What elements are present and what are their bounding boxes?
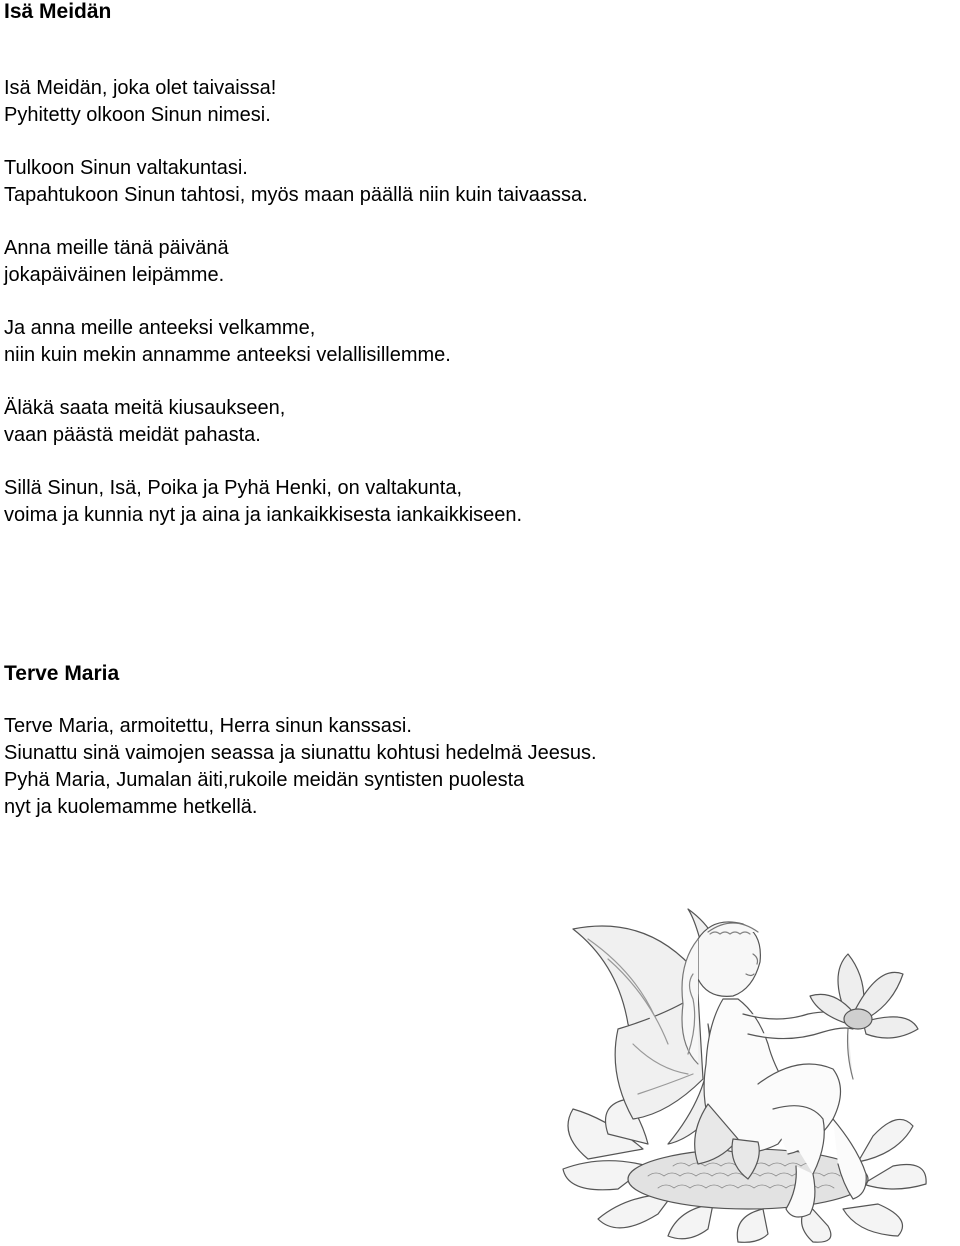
prayer-line: niin kuin mekin annamme anteeksi velallisillemme. [4, 344, 451, 366]
prayer-line: Tapahtukoon Sinun tahtosi, myös maan päällä niin kuin taivaassa. [4, 184, 588, 206]
prayer-line: Pyhä Maria, Jumalan äiti,rukoile meidän syntisten puolesta [4, 769, 525, 791]
prayer-line: Siunattu sinä vaimojen seassa ja siunattu kohtusi hedelmä Jeesus. [4, 742, 597, 764]
prayer-line: nyt ja kuolemamme hetkellä. [4, 796, 258, 818]
prayer-line: Äläkä saata meitä kiusaukseen, [4, 397, 286, 419]
held-flower [810, 954, 918, 1079]
prayer-title-terve-maria: Terve Maria [4, 662, 120, 685]
prayer-line: Isä Meidän, joka olet taivaissa! [4, 77, 277, 99]
prayer-line: jokapäiväinen leipämme. [4, 264, 225, 286]
prayer-line: Terve Maria, armoitettu, Herra sinun kanssasi. [4, 715, 412, 737]
prayer-line: Sillä Sinun, Isä, Poika ja Pyhä Henki, on valtakunta, [4, 477, 463, 499]
fairy-illustration-icon [548, 904, 928, 1244]
prayer-line: Pyhitetty olkoon Sinun nimesi. [4, 104, 271, 126]
prayer-line: voima ja kunnia nyt ja aina ja iankaikkisesta iankaikkiseen. [4, 504, 523, 526]
prayer-line: Ja anna meille anteeksi velkamme, [4, 317, 316, 339]
prayer-line: Tulkoon Sinun valtakuntasi. [4, 157, 248, 179]
prayer-title-isa-meidan: Isä Meidän [4, 0, 112, 23]
prayer-line: Anna meille tänä päivänä [4, 237, 229, 259]
prayer-line: vaan päästä meidät pahasta. [4, 424, 261, 446]
